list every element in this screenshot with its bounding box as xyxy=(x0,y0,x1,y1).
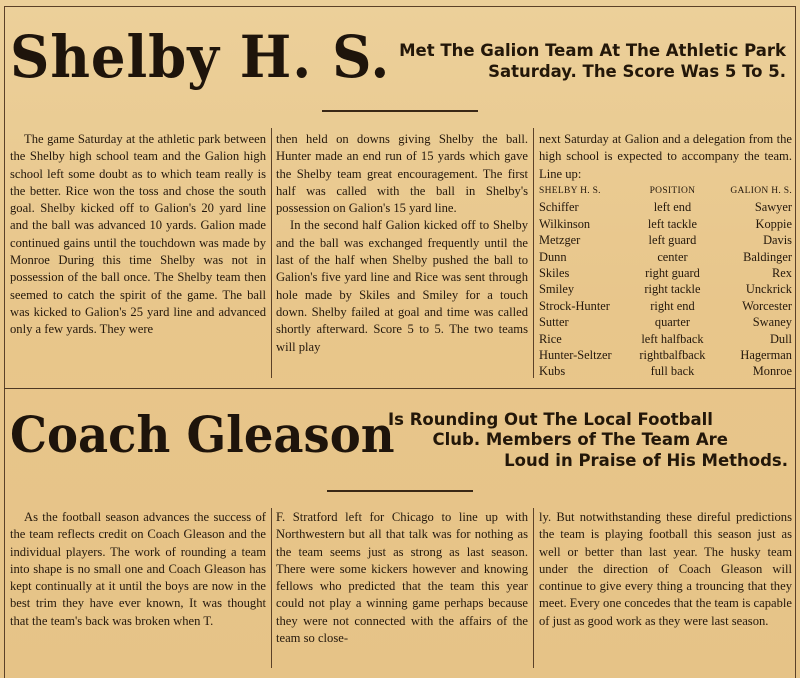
lineup-header-position: POSITION xyxy=(649,185,696,196)
lineup-shelby-player: Sutter xyxy=(539,315,569,330)
headline-rule-2 xyxy=(327,490,473,492)
lineup-position: left end xyxy=(653,200,692,215)
lineup-table xyxy=(539,183,792,380)
deck-gleason-line2: Club. Members of The Team Are xyxy=(432,430,728,449)
article2-col3-text: ly. But notwithstanding these direful predictions the team is playing football this season just as well or better than last year. The husky team under the direction of Coach Gleason will continue to give every thing a trouncing that they meet. Every one concedes that the team is capable of just as good work as they were last season. xyxy=(539,510,792,628)
lineup-galion-player: Worcester xyxy=(742,298,792,313)
lineup-galion-player: Koppie xyxy=(755,216,792,231)
lineup-shelby-player: Kubs xyxy=(539,364,566,379)
lineup-row xyxy=(539,281,792,297)
lineup-row xyxy=(539,249,792,265)
page-border-top xyxy=(4,6,796,7)
lineup-shelby-player: Dunn xyxy=(539,249,567,264)
lineup-row xyxy=(539,265,792,281)
lineup-galion-player: Dull xyxy=(769,331,792,346)
article2-column-3 xyxy=(539,509,792,630)
lineup-galion-player: Rex xyxy=(772,265,792,280)
lineup-galion-player: Sawyer xyxy=(754,200,792,215)
lineup-position: rightbalfback xyxy=(639,347,706,362)
lineup-position: left guard xyxy=(648,233,697,248)
lineup-galion-player: Hagerman xyxy=(740,347,792,362)
lineup-position: right end xyxy=(650,298,695,313)
column-divider xyxy=(271,508,272,668)
lineup-position: right tackle xyxy=(644,282,701,297)
lineup-shelby-player: Skiles xyxy=(539,265,570,280)
lineup-position: right guard xyxy=(645,265,700,280)
article2-col2-text: F. Stratford left for Chicago to line up with Northwestern but all that talk was for nothing as the team seems just as strong as last season. There were some kickers however and knowing fellows who predicted that the team this year could not play a winning game perhaps because they were not connected with the affairs of the team so close- xyxy=(276,510,528,646)
lineup-row xyxy=(539,298,792,314)
lineup-position: quarter xyxy=(654,315,690,330)
headline-rule-1 xyxy=(322,110,478,112)
lineup-row xyxy=(539,331,792,347)
deck-gleason-line1: Is Rounding Out The Local Football xyxy=(388,410,713,429)
column-divider xyxy=(533,508,534,668)
lineup-shelby-player: Strock-Hunter xyxy=(539,298,610,313)
lineup-position: left halfback xyxy=(641,331,704,346)
article1-col3-intro: next Saturday at Galion and a delegation from the high school is expected to accompany the team. Line up: xyxy=(539,132,792,181)
lineup-shelby-player: Wilkinson xyxy=(539,216,591,231)
lineup-row xyxy=(539,363,792,379)
lineup-shelby-player: Smiley xyxy=(539,282,575,297)
article-separator-rule xyxy=(4,388,796,389)
page-border-right xyxy=(795,6,796,678)
headline-shelby: Shelby H. S. xyxy=(10,23,391,91)
lineup-header-shelby: SHELBY H. S. xyxy=(539,185,601,196)
lineup-shelby-player: Rice xyxy=(539,331,562,346)
lineup-shelby-player: Metzger xyxy=(539,233,581,248)
lineup-galion-player: Baldinger xyxy=(743,249,792,264)
deck-shelby-line2: Saturday. The Score Was 5 To 5. xyxy=(488,62,786,81)
article2-column-1 xyxy=(10,509,266,630)
lineup-header-row xyxy=(539,183,792,199)
article1-col2-text-2: In the second half Galion kicked off to Shelby and the ball was exchanged frequently until the last of the half when Shelby pushed the ball to Galion's five yard line and Rice was sent through hole made by Skiles and Smiley for a touch down. Shelby failed at goal and time was called shortly afterward. Score 5 to 5. The two teams will play xyxy=(276,218,528,354)
column-divider xyxy=(271,128,272,378)
lineup-galion-player: Davis xyxy=(763,233,792,248)
lineup-row xyxy=(539,314,792,330)
lineup-row xyxy=(539,232,792,248)
lineup-galion-player: Unckrick xyxy=(745,282,792,297)
lineup-shelby-player: Hunter-Seltzer xyxy=(539,347,612,362)
article1-column-2 xyxy=(276,131,528,356)
lineup-position: full back xyxy=(650,364,695,379)
article1-col1-text: The game Saturday at the athletic park between the Shelby high school team and the Galion high school left some doubt as to which team really is the better. Rice won the toss and chose the south goal. Shelby kicked off to Galion's 20 yard line and the ball was advanced 10 yards. Galion made continued gains until the touchdown was made by Monroe During this time Shelby was not in possession of the ball once. The Shelby team then seemed to catch the spirit of the game. The ball was kicked to Galion's 25 yard line and advanced only a few yards. They were xyxy=(10,132,266,337)
lineup-position: center xyxy=(657,249,688,264)
lineup-position: left tackle xyxy=(647,216,698,231)
page-border-left xyxy=(4,6,5,678)
lineup-galion-player: Monroe xyxy=(752,364,792,379)
lineup-row xyxy=(539,347,792,363)
article2-column-2 xyxy=(276,509,528,647)
deck-shelby-line1: Met The Galion Team At The Athletic Park xyxy=(399,41,786,60)
deck-gleason-line3: Loud in Praise of His Methods. xyxy=(504,451,788,470)
lineup-header-galion: GALION H. S. xyxy=(730,185,792,196)
article1-column-3 xyxy=(539,131,792,380)
article2-col1-text: As the football season advances the success of the team reflects credit on Coach Gleason and the individual players. The work of rounding a team into shape is no small one and Coach Gleason has kept continually at it until the boys are now in the best trim they have ever known, It was thought that the team's back was broken when T. xyxy=(10,510,266,628)
article1-col2-text-1: then held on downs giving Shelby the ball. Hunter made an end run of 15 yards which gave the Shelby team great encouragement. The first half was called with the ball in Shelby's possession on Galion's 15 yard line. xyxy=(276,132,528,216)
lineup-row xyxy=(539,199,792,215)
lineup-row xyxy=(539,216,792,232)
lineup-shelby-player: Schiffer xyxy=(539,200,579,215)
headline-coach-gleason: Coach Gleason xyxy=(10,405,395,464)
lineup-galion-player: Swaney xyxy=(752,315,792,330)
column-divider xyxy=(533,128,534,378)
article1-column-1 xyxy=(10,131,266,339)
